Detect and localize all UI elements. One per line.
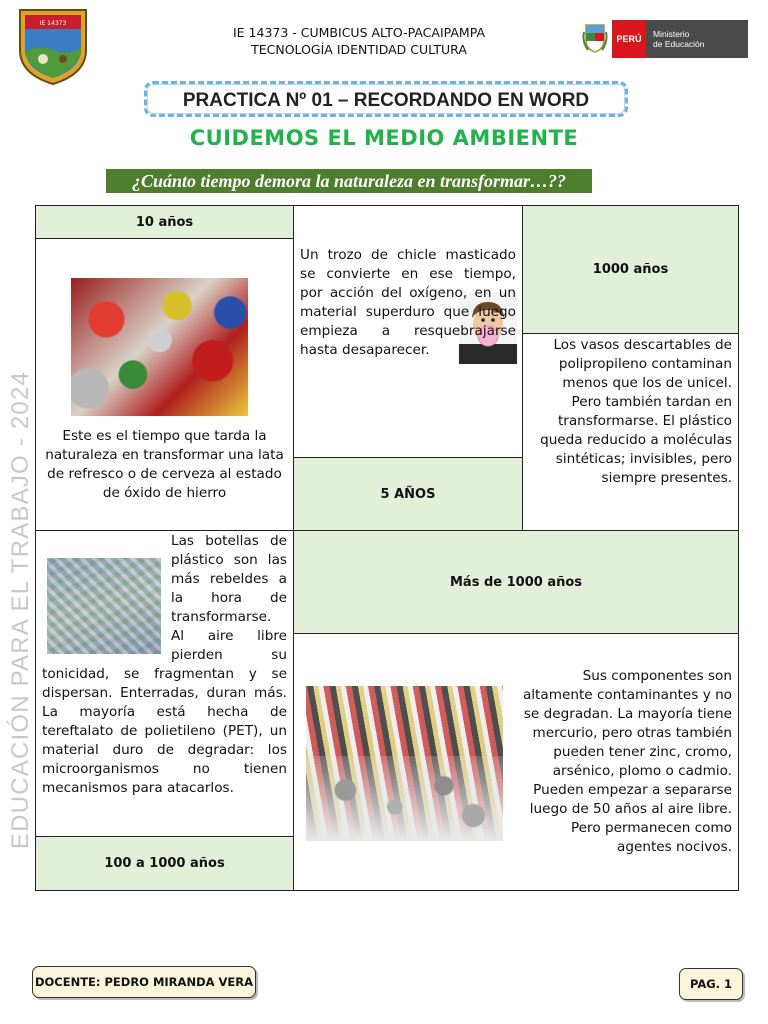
crushed-cans-image	[71, 278, 248, 416]
plastic-bottles-image	[47, 558, 161, 654]
cell-can	[35, 238, 294, 531]
vertical-watermark: EDUCACIÓN PARA EL TRABAJO - 2024	[7, 370, 34, 850]
school-name-line: IE 14373 - CUMBICUS ALTO-PACAIPAMPA	[232, 25, 485, 40]
peru-label: PERÚ	[612, 20, 646, 58]
cups-description: Los vasos descartables de polipropileno contaminan menos que los de unicel. Pero también tardan en transformarse. El plástico queda reducido a moléculas sintéticas; invisibles, pero siempre presentes.	[540, 337, 732, 486]
cell-gum	[293, 205, 523, 458]
batteries-image	[306, 686, 503, 841]
ministry-name	[646, 20, 748, 58]
coin-batteries	[306, 756, 503, 841]
ministry-line2: de Educación	[653, 39, 705, 49]
page-number: PAG. 1	[679, 968, 743, 1000]
cell-cups	[522, 333, 739, 531]
page-title: PRACTICA Nº 01 – RECORDANDO EN WORD	[182, 90, 590, 111]
school-crest-logo	[14, 4, 92, 86]
label-100-1000-years: 100 a 1000 años	[35, 836, 294, 891]
can-description: Este es el tiempo que tarda la naturaleza en transformar una lata de refresco o de cerveza al estado de óxido de hierro	[45, 428, 284, 501]
bottles-text: Las botellas de plástico son las más rebeldes a la hora de transformarse. Al aire libre pierden su tonicidad, se fragmentan y se dispersan. Enterradas, duran más. La mayoría está hecha de tereftalato de polietileno (PET), un material duro de degradar: los microorganismos no tienen mecanismos para atacarlos.	[42, 533, 287, 796]
peru-shield-icon	[582, 22, 608, 54]
ministry-logo	[582, 20, 748, 58]
batteries-description	[306, 667, 732, 857]
batteries-text: Sus componentes son altamente contaminantes y no se degradan. La mayoría tiene mercurio, pero otras también pueden tener zinc, cromo, arsénico, plomo o cadmio. Pueden empezar a separarse luego de 50 años al aire libre. Pero permanecen como agentes nocivos.	[522, 668, 732, 855]
cell-bottles	[35, 530, 294, 837]
gum-description	[300, 246, 516, 360]
label-more-1000-years: Más de 1000 años	[293, 530, 739, 634]
logo-text: IE 14373	[39, 20, 67, 27]
label-5-years: 5 AÑOS	[293, 457, 523, 531]
bottles-description	[42, 532, 287, 798]
teacher-badge: DOCENTE: PEDRO MIRANDA VERA	[32, 966, 256, 998]
page-subtitle: CUIDEMOS EL MEDIO AMBIENTE	[189, 126, 579, 150]
school-header	[200, 24, 518, 58]
cell-batteries	[293, 633, 739, 891]
label-1000-years: 1000 años	[522, 205, 739, 334]
ministry-line1: Ministerio	[653, 29, 690, 39]
gum-text: Un trozo de chicle masticado se convierte en ese tiempo, por acción del oxígeno, en un material superduro que luego empieza a resquebrajarse hasta desaparecer.	[300, 247, 516, 358]
question-banner: ¿Cuánto tiempo demora la naturaleza en transformar…??	[106, 169, 592, 193]
label-10-years: 10 años	[35, 205, 294, 239]
school-subject-line: TECNOLOGÍA IDENTIDAD CULTURA	[251, 42, 467, 57]
